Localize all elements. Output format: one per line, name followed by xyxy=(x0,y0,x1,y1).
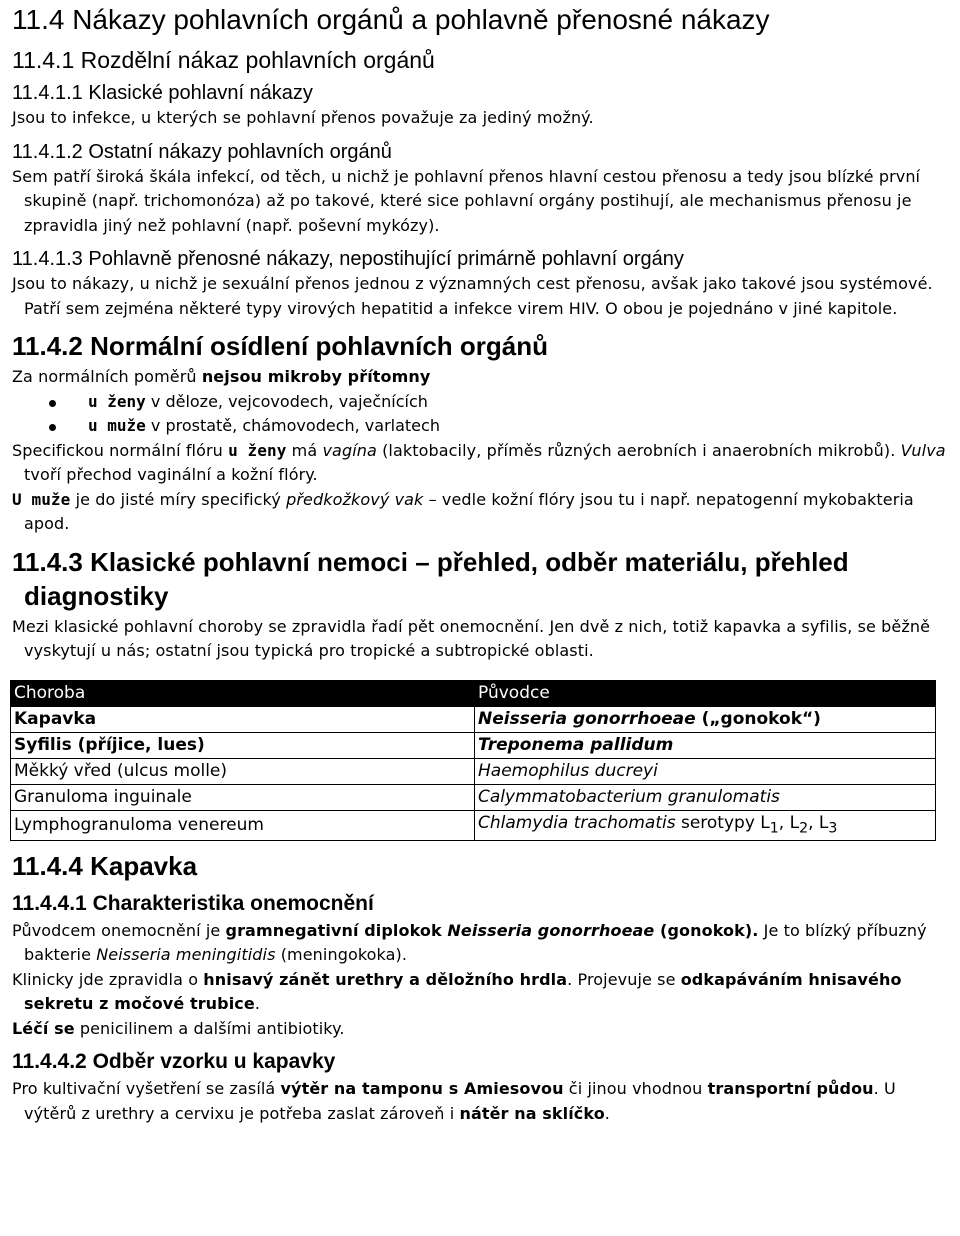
table-cell: Syfilis (příjice, lues) xyxy=(11,732,475,758)
subsection-title-11-4-1-3: 11.4.1.3 Pohlavně přenosné nákazy, nepostihující primárně pohlavní orgány xyxy=(12,248,684,270)
table-cell: Kapavka xyxy=(11,706,475,732)
paragraph-sampling: Pro kultivační vyšetření se zasílá výtěr na tamponu s Amiesovou či jinou vhodnou transportní půdou. U výtěrů z urethry a cervixu je potřeba zaslat zároveň i nátěr na sklíčko. xyxy=(12,1079,896,1123)
paragraph-11-4-1-1: Jsou to infekce, u kterých se pohlavní přenos považuje za jediný možný. xyxy=(12,108,594,127)
table-cell: Calymmatobacterium granulomatis xyxy=(475,784,936,810)
paragraph-male-flora: U muže je do jisté míry specifický předkožkový vak – vedle kožní flóry jsou tu i např. nepatogenní mykobakteria apod. xyxy=(12,489,914,533)
paragraph-clinical: Klinicky jde zpravidla o hnisavý zánět urethry a děložního hrdla. Projevuje se odkapáváním hnisavého sekretu z močové trubice. xyxy=(12,969,902,1014)
table-cell: Neisseria gonorrhoeae („gonokok“) xyxy=(475,706,936,732)
paragraph-normal-flora-intro: Za normálních poměrů nejsou mikroby přítomny xyxy=(12,367,431,386)
table-cell: Chlamydia trachomatis serotypy $L_1$, $L_2$, $L_3$ xyxy=(475,810,936,840)
table-row xyxy=(11,758,936,784)
section-title-11-4-2: 11.4.2 Normální osídlení pohlavních orgánů xyxy=(12,331,549,361)
paragraph-11-4-1-2: Sem patří široká škála infekcí, od těch, u nichž je pohlavní přenos hlavní cestou přenosu a tedy jsou blízké první skupině (např. trichomonóza) až po takové, které sice pohlavní orgány postihují, ale mechanismus přenosu je zpravidla jiný než pohlavní (např. poševní mykózy). xyxy=(12,166,921,235)
section-title-11-4-4: 11.4.4 Kapavka xyxy=(12,850,198,881)
section-title-11-4-1: 11.4.1 Rozdělní nákaz pohlavních orgánů xyxy=(12,47,435,73)
table-row xyxy=(11,706,936,732)
list-item: u ženy v děloze, vejcovodech, vaječnících xyxy=(12,390,946,415)
paragraph-treatment: Léčí se penicilinem a dalšími antibiotiky. xyxy=(12,1018,345,1038)
subsection-title-11-4-1-2: 11.4.1.2 Ostatní nákazy pohlavních orgánů xyxy=(12,140,392,163)
table-cell: Haemophilus ducreyi xyxy=(475,758,936,784)
paragraph-11-4-1-3: Jsou to nákazy, u nichž je sexuální přenos jednou z významných cest přenosu, avšak jako takové jsou systémové. Patří sem zejména některé typy virových hepatitid a infekce virem HIV. O obou je pojednáno v jiné kapitole. xyxy=(12,274,933,318)
table-cell: Lymphogranuloma venereum xyxy=(11,810,475,840)
table-header-cell: Choroba xyxy=(11,680,475,706)
subsection-title-11-4-1-1: 11.4.1.1 Klasické pohlavní nákazy xyxy=(12,82,313,104)
paragraph-pathogen: Původcem onemocnění je gramnegativní diplokok Neisseria gonorrhoeae (gonokok). Je to blízký příbuzný bakterie Neisseria meningitidis (meningokoka). xyxy=(12,920,927,965)
bullet-icon xyxy=(49,400,56,407)
sterile-organs-list xyxy=(12,390,946,439)
subsection-title-11-4-4-1: 11.4.4.1 Charakteristika onemocnění xyxy=(12,891,374,915)
diseases-table xyxy=(10,680,936,841)
list-item: u muže v prostatě, chámovodech, varlatech xyxy=(12,414,946,439)
table-cell: Granuloma inguinale xyxy=(11,784,475,810)
chapter-title: 11.4 Nákazy pohlavních orgánů a pohlavně přenosné nákazy xyxy=(12,4,770,35)
paragraph-female-flora: Specifickou normální flóru u ženy má vagína (laktobacily, příměs různých aerobních i anaerobních mikrobů). Vulva tvoří přechod vaginální a kožní flóry. xyxy=(12,440,946,484)
table-row xyxy=(11,810,936,840)
table-row xyxy=(11,732,936,758)
paragraph-11-4-3: Mezi klasické pohlavní choroby se zpravidla řadí pět onemocnění. Jen dvě z nich, totiž kapavka a syfilis, se běžně vyskytují u nás; ostatní jsou typická pro tropické a subtropické oblasti. xyxy=(12,616,931,660)
section-title-11-4-3: 11.4.3 Klasické pohlavní nemoci – přehled, odběr materiálu, přehled diagnostiky xyxy=(12,546,849,611)
table-row xyxy=(11,784,936,810)
bullet-icon xyxy=(49,424,56,431)
table-cell: Treponema pallidum xyxy=(475,732,936,758)
table-header-cell: Původce xyxy=(475,680,936,706)
subsection-title-11-4-4-2: 11.4.4.2 Odběr vzorku u kapavky xyxy=(12,1050,336,1074)
table-header-row xyxy=(11,680,936,706)
table-cell: Měkký vřed (ulcus molle) xyxy=(11,758,475,784)
